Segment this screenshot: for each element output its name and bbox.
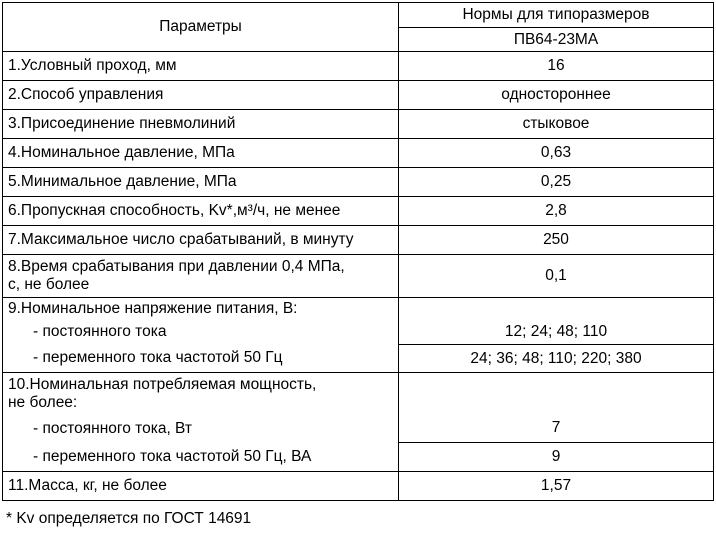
value-cell: 0,63 [399, 139, 714, 168]
param-cell: 3.Присоединение пневмолиний [3, 110, 399, 139]
param-cell: 7.Максимальное число срабатываний, в минуту [3, 226, 399, 255]
table-row [3, 345, 714, 373]
param-cell: 9.Номинальное напряжение питания, В: [3, 298, 399, 320]
param-cell: 4.Номинальное давление, МПа [3, 139, 399, 168]
param-cell: 11.Масса, кг, не более [3, 472, 399, 501]
table-row [3, 139, 714, 168]
value-cell: 16 [399, 52, 714, 81]
param-cell: 5.Минимальное давление, МПа [3, 168, 399, 197]
header-model: ПВ64-23МА [399, 28, 714, 52]
param-cell [3, 255, 399, 298]
table-row [3, 373, 714, 415]
param-cell: 6.Пропускная способность, Kv*,м³/ч, не менее [3, 197, 399, 226]
table-row [3, 52, 714, 81]
param-line: 10.Номинальная потребляемая мощность, [8, 375, 317, 393]
header-norms: Нормы для типоразмеров [399, 3, 714, 28]
table-row [3, 472, 714, 501]
param-cell: - постоянного тока, Вт [3, 415, 399, 443]
value-cell: 24; 36; 48; 110; 220; 380 [399, 345, 714, 373]
param-line: не более: [8, 393, 78, 411]
specifications-table [2, 2, 714, 501]
table-row [3, 197, 714, 226]
table-row [3, 320, 714, 345]
param-cell: 1.Условный проход, мм [3, 52, 399, 81]
param-cell [3, 373, 399, 415]
value-cell [399, 298, 714, 320]
value-cell: 12; 24; 48; 110 [399, 320, 714, 345]
value-cell: стыковое [399, 110, 714, 139]
value-cell [399, 373, 714, 415]
table-row [3, 415, 714, 443]
table-row [3, 81, 714, 110]
footnote: * Kv определяется по ГОСТ 14691 [6, 510, 252, 527]
param-cell: - постоянного тока [3, 320, 399, 345]
param-cell: - переменного тока частотой 50 Гц, ВА [3, 443, 399, 472]
value-cell: 0,1 [399, 255, 714, 298]
table-row [3, 110, 714, 139]
param-line: с, не более [8, 276, 90, 293]
value-cell: 9 [399, 443, 714, 472]
value-cell: 250 [399, 226, 714, 255]
value-cell: 7 [399, 415, 714, 443]
table-row [3, 168, 714, 197]
table-row [3, 226, 714, 255]
value-cell: 1,57 [399, 472, 714, 501]
table-row [3, 443, 714, 472]
header-params: Параметры [3, 3, 399, 52]
param-cell: 2.Способ управления [3, 81, 399, 110]
table-row [3, 298, 714, 320]
value-cell: 2,8 [399, 197, 714, 226]
value-cell: одностороннее [399, 81, 714, 110]
param-line: 8.Время срабатывания при давлении 0,4 МПа, [8, 258, 345, 275]
table-row [3, 255, 714, 298]
param-cell: - переменного тока частотой 50 Гц [3, 345, 399, 373]
value-cell: 0,25 [399, 168, 714, 197]
